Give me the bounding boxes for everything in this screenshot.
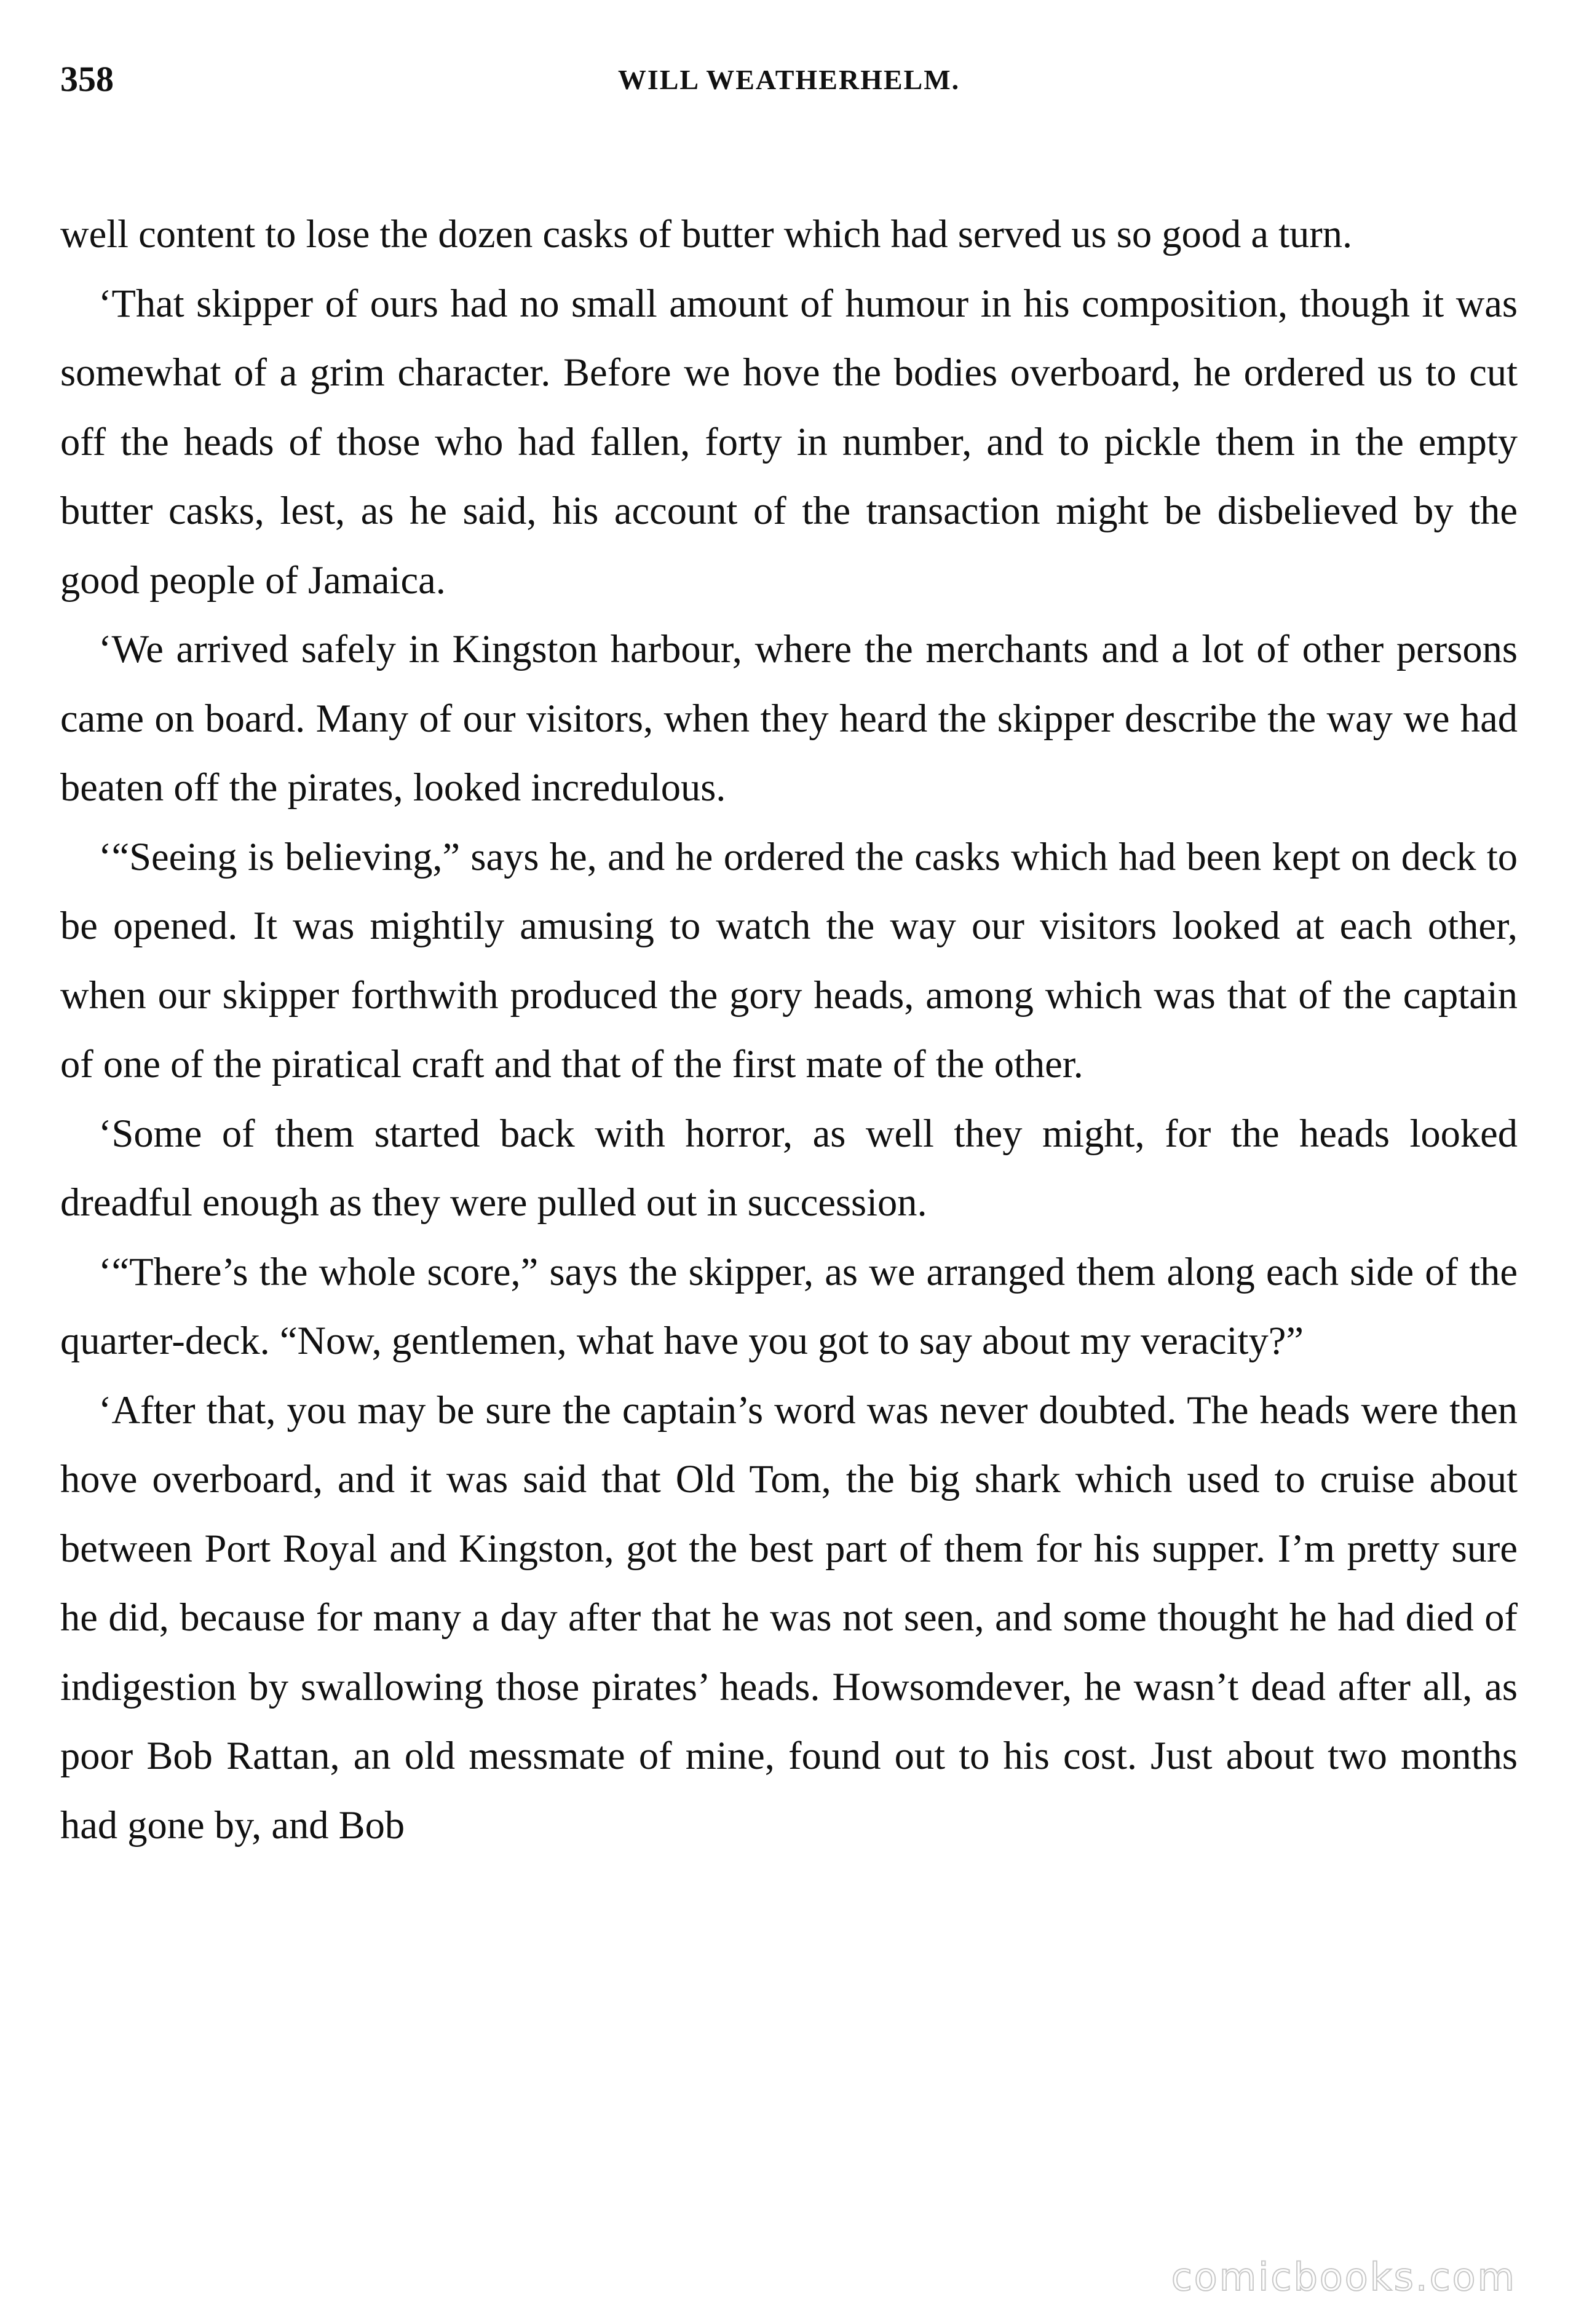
page-number: 358: [60, 59, 114, 99]
paragraph: ‘We arrived safely in Kingston harbour, where the merchants and a lot of other persons came on board. Many of our visitors, when they heard the skipper describe the way we had beaten off the pirates, looked incredulous.: [60, 627, 1518, 809]
body-text: [60, 200, 1518, 1860]
paragraph: ‘Some of them started back with horror, as well they might, for the heads looked dreadful enough as they were pulled out in succession.: [60, 1111, 1518, 1224]
paragraph: well content to lose the dozen casks of butter which had served us so good a turn.: [60, 212, 1353, 256]
paragraph: ‘That skipper of ours had no small amount of humour in his composition, though it was somewhat of a grim character. Before we hove the bodies overboard, he ordered us to cut off the heads of those who had fallen, forty in number, and to pickle them in the empty butter casks, lest, as he said, his account of the transaction might be disbelieved by the good people of Jamaica.: [60, 281, 1518, 602]
page-header: [60, 58, 1518, 117]
paragraph: ‘“Seeing is believing,” says he, and he ordered the casks which had been kept on deck to be opened. It was mightily amusing to watch the way our visitors looked at each other, when our skipper forthwith produced the gory heads, among which was that of the captain of one of the piratical craft and that of the first mate of the other.: [60, 834, 1518, 1086]
paragraph: ‘After that, you may be sure the captain’s word was never doubted. The heads were then hove overboard, and it was said that Old Tom, the big shark which used to cruise about between Port Royal and Kingston, got the best part of them for his supper. I’m pretty sure he did, because for many a day after that he was not seen, and some thought he had died of indigestion by swallowing those pirates’ heads. Howsomdever, he wasn’t dead after all, as poor Bob Rattan, an old messmate of mine, found out to his cost. Just about two months had gone by, and Bob: [60, 1388, 1518, 1847]
watermark: comicbooks.com: [1171, 2255, 1516, 2299]
paragraph: ‘“There’s the whole score,” says the skipper, as we arranged them along each side of the quarter-deck. “Now, gentlemen, what have you got to say about my veracity?”: [60, 1249, 1518, 1362]
book-page: [60, 58, 1518, 1860]
running-head: WILL WEATHERHELM.: [617, 64, 960, 95]
